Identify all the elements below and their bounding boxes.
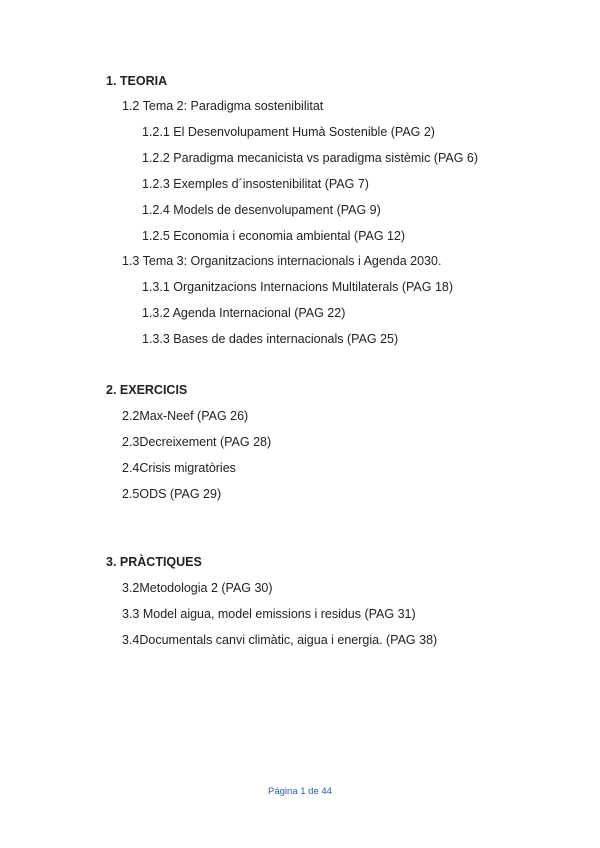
section-heading-practiques: 3. PRÀCTIQUES xyxy=(106,555,202,569)
toc-item: 3.4Documentals canvi climàtic, aigua i energia. (PAG 38) xyxy=(122,633,438,647)
section-heading-exercicis: 2. EXERCICIS xyxy=(106,383,188,397)
toc-item: 1.2.1 El Desenvolupament Humà Sostenible (PAG 2) xyxy=(142,125,435,139)
toc-item: 3.3 Model aigua, model emissions i residus (PAG 31) xyxy=(122,607,416,621)
toc-item: 2.5ODS (PAG 29) xyxy=(122,487,222,501)
toc-item: 3.2Metodologia 2 (PAG 30) xyxy=(122,581,273,595)
toc-item: 2.2Max-Neef (PAG 26) xyxy=(122,409,249,423)
section-heading-teoria: 1. TEORIA xyxy=(106,74,168,88)
toc-item: 1.3.3 Bases de dades internacionals (PAG 25) xyxy=(142,332,399,346)
toc-item: 1.2.2 Paradigma mecanicista vs paradigma sistèmic (PAG 6) xyxy=(142,151,479,165)
toc-item: 1.2.5 Economia i economia ambiental (PAG 12) xyxy=(142,229,406,243)
page-number-footer: Página 1 de 44 xyxy=(268,786,332,797)
toc-item: 1.2.4 Models de desenvolupament (PAG 9) xyxy=(142,203,381,217)
toc-item: 2.3Decreixement (PAG 28) xyxy=(122,435,272,449)
toc-item: 1.2 Tema 2: Paradigma sostenibilitat xyxy=(122,99,324,113)
toc-item: 1.3.2 Agenda Internacional (PAG 22) xyxy=(142,306,346,320)
toc-item: 1.3 Tema 3: Organitzacions internacionals i Agenda 2030. xyxy=(122,254,442,268)
toc-item: 1.3.1 Organitzacions Internacions Multilaterals (PAG 18) xyxy=(142,280,454,294)
toc-item: 1.2.3 Exemples d´insostenibilitat (PAG 7) xyxy=(142,177,369,191)
toc-item: 2.4Crisis migratòries xyxy=(122,461,236,475)
